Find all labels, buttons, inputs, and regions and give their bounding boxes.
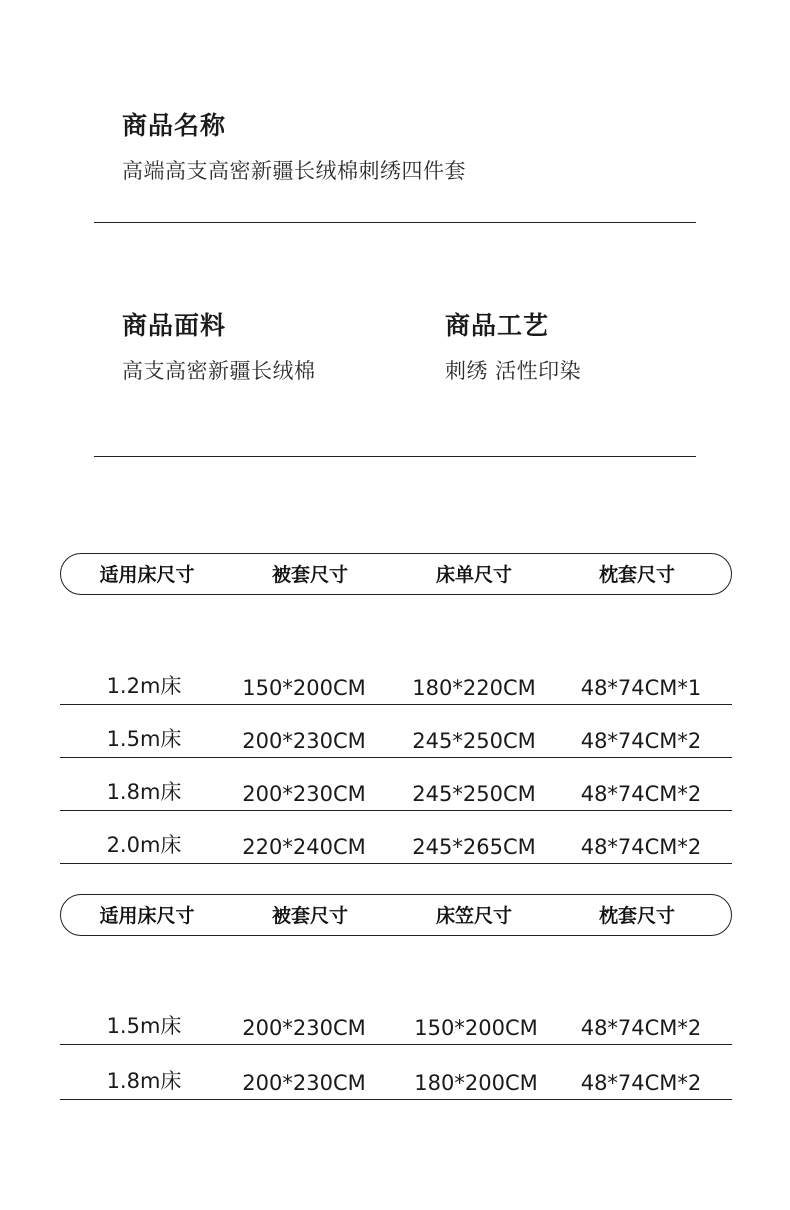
cell-duvet-size: 200*230CM [242, 1016, 366, 1040]
size-table-fitted [60, 894, 732, 1095]
header-bed-size: 适用床尺寸 [99, 905, 195, 927]
product-fabric-value: 高支高密新疆长绒棉 [122, 359, 316, 383]
header-duvet-size: 被套尺寸 [271, 564, 349, 586]
header-duvet-size: 被套尺寸 [271, 905, 349, 927]
cell-sheet-size: 180*220CM [412, 676, 536, 700]
cell-pillowcase-size: 48*74CM*2 [580, 1016, 702, 1040]
table-row [60, 1047, 732, 1100]
cell-duvet-size: 200*230CM [242, 1071, 366, 1095]
cell-pillowcase-size: 48*74CM*2 [580, 835, 702, 859]
product-fabric-title: 商品面料 [122, 311, 227, 340]
table-row [60, 758, 732, 811]
cell-sheet-size: 245*265CM [412, 835, 536, 859]
cell-fitted-sheet-size: 150*200CM [414, 1016, 538, 1040]
header-fitted-sheet-size: 床笠尺寸 [435, 905, 513, 927]
cell-pillowcase-size: 48*74CM*2 [580, 729, 702, 753]
cell-duvet-size: 150*200CM [242, 676, 366, 700]
product-craft-value: 刺绣 活性印染 [445, 359, 582, 383]
table-row [60, 652, 732, 705]
table-header [60, 894, 732, 936]
cell-duvet-size: 200*230CM [242, 782, 366, 806]
header-pillowcase-size: 枕套尺寸 [598, 564, 676, 586]
cell-sheet-size: 245*250CM [412, 729, 536, 753]
table-header [60, 553, 732, 595]
cell-bed-size: 1.8m床 [106, 780, 182, 804]
header-sheet-size: 床单尺寸 [435, 564, 513, 586]
cell-sheet-size: 245*250CM [412, 782, 536, 806]
header-pillowcase-size: 枕套尺寸 [598, 905, 676, 927]
product-name-title: 商品名称 [122, 111, 227, 140]
product-name-value: 高端高支高密新疆长绒棉刺绣四件套 [122, 159, 466, 183]
divider [94, 456, 696, 457]
cell-bed-size: 1.8m床 [106, 1069, 182, 1093]
product-craft-title: 商品工艺 [445, 311, 550, 340]
header-bed-size: 适用床尺寸 [99, 564, 195, 586]
size-table-sheet [60, 553, 732, 859]
cell-pillowcase-size: 48*74CM*1 [580, 676, 702, 700]
cell-bed-size: 2.0m床 [106, 833, 182, 857]
cell-pillowcase-size: 48*74CM*2 [580, 1071, 702, 1095]
cell-bed-size: 1.5m床 [106, 727, 182, 751]
table-row [60, 811, 732, 864]
cell-duvet-size: 200*230CM [242, 729, 366, 753]
table-row [60, 705, 732, 758]
cell-bed-size: 1.5m床 [106, 1014, 182, 1038]
cell-bed-size: 1.2m床 [106, 674, 182, 698]
divider [94, 222, 696, 223]
table-row [60, 992, 732, 1045]
cell-pillowcase-size: 48*74CM*2 [580, 782, 702, 806]
cell-fitted-sheet-size: 180*200CM [414, 1071, 538, 1095]
cell-duvet-size: 220*240CM [242, 835, 366, 859]
